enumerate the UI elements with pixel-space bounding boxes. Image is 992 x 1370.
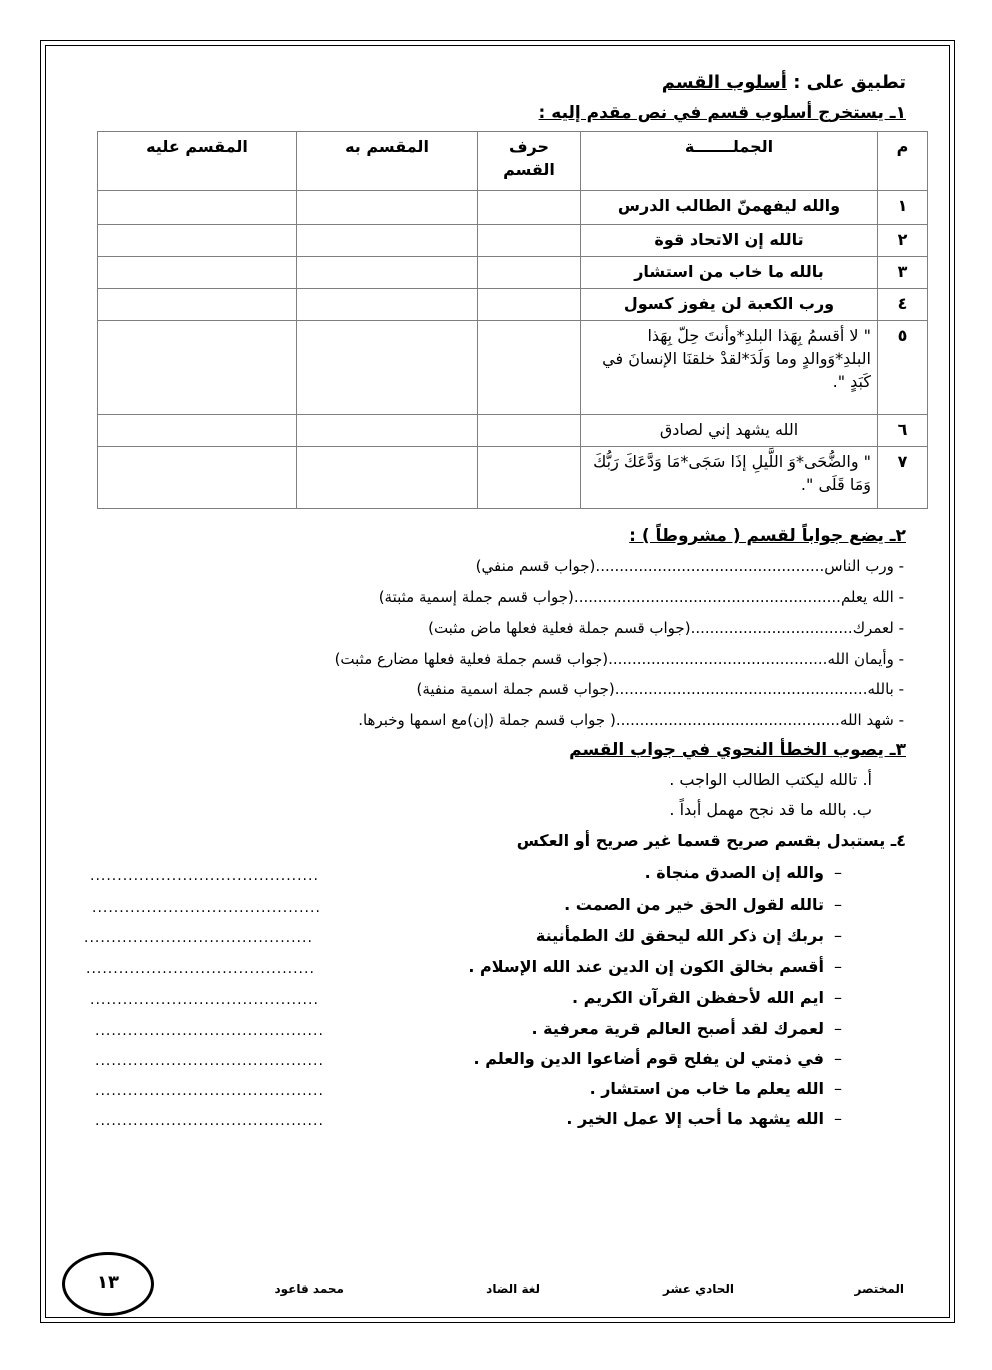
col-header-sworn-by: المقسم به	[297, 132, 478, 191]
list-item	[416, 680, 904, 698]
row-number: ١	[878, 191, 928, 225]
answer-cell[interactable]	[98, 447, 297, 509]
table-row	[98, 257, 928, 289]
table-row	[98, 289, 928, 321]
col-header-sentence: الجملـــــــة	[581, 132, 878, 191]
dash: –	[834, 1049, 842, 1068]
item-hint: (جواب قسم جملة فعلية فعلها مضارع مثبت)	[334, 650, 609, 668]
answer-dots[interactable]: ..........................................	[95, 1083, 324, 1099]
item-hint: (جواب قسم جملة فعلية فعلها ماض مثبت)	[428, 619, 691, 637]
list-item	[476, 557, 904, 575]
item-text: في ذمتي لن يفلح قوم أضاعوا الدين والعلم .	[473, 1049, 824, 1068]
item-lead: - لعمرك	[852, 619, 904, 637]
row-number: ٦	[878, 415, 928, 447]
answer-cell[interactable]	[98, 289, 297, 321]
row-sentence: " لا أقسمُ بِهَذا البلدِ*وأنتَ حِلّ بِهَذا البلدِ*وَوالدٍ وما وَلَدَ*لقدْ خلقنَا الإنسانَ في كَبَدٍ ".	[581, 321, 878, 415]
answer-dots[interactable]: ..........................................	[95, 1053, 324, 1069]
list-item	[474, 1049, 852, 1068]
item-hint: (جواب قسم جملة اسمية منفية)	[416, 680, 615, 698]
item-text: بالله ما قد نجح مهمل أبداً .	[669, 800, 847, 819]
item-text: الله يعلم ما خاب من استشار .	[589, 1079, 824, 1098]
item-text: والله إن الصدق منجاة .	[644, 863, 824, 882]
list-item	[564, 895, 852, 914]
item-letter: أ.	[862, 770, 872, 789]
answer-cell[interactable]	[297, 415, 478, 447]
row-number: ٣	[878, 257, 928, 289]
answer-cell[interactable]	[98, 225, 297, 257]
section2-heading: ٢ـ يضع جواباً لقسم ( مشروطاً ) :	[629, 526, 906, 546]
list-item	[532, 1019, 852, 1038]
item-text: ايم الله لأحفظن القرآن الكريم .	[571, 988, 824, 1007]
item-hint: (جواب قسم منفي)	[475, 557, 596, 575]
list-item	[468, 957, 852, 976]
answer-dots[interactable]: ..........................................	[84, 930, 313, 946]
col-header-sworn-on: المقسم عليه	[98, 132, 297, 191]
answer-cell[interactable]	[478, 289, 581, 321]
answer-dots[interactable]: ..........................................	[90, 868, 319, 884]
list-item	[379, 588, 904, 606]
answer-cell[interactable]	[98, 191, 297, 225]
row-sentence: بالله ما خاب من استشار	[581, 257, 878, 289]
item-hint: (جواب قسم جملة إسمية مثبتة)	[378, 588, 574, 606]
list-item	[669, 800, 872, 819]
answer-cell[interactable]	[297, 447, 478, 509]
list-item	[590, 1079, 852, 1098]
page-number: ١٣	[62, 1252, 154, 1316]
answer-dots[interactable]: ...............................................	[615, 711, 840, 729]
footer-subject: لغة الضاد	[486, 1282, 540, 1296]
item-lead: - شهد الله	[839, 711, 904, 729]
dash: –	[834, 1079, 842, 1098]
answer-cell[interactable]	[297, 289, 478, 321]
title-topic: أسلوب القسم	[661, 72, 787, 93]
item-text: تالله لقول الحق خير من الصمت .	[564, 895, 824, 914]
dash: –	[834, 863, 842, 882]
list-item	[428, 619, 904, 637]
footer-author: محمد قاعود	[274, 1282, 344, 1296]
list-item	[536, 926, 852, 945]
answer-dots[interactable]: ..............................................	[608, 650, 828, 668]
item-text: تالله ليكتب الطالب الواجب .	[669, 770, 858, 789]
row-sentence: ورب الكعبة لن يفوز كسول	[581, 289, 878, 321]
answer-cell[interactable]	[478, 257, 581, 289]
item-lead: - ورب الناس	[824, 557, 904, 575]
col-header-particle: حرف القسم	[478, 132, 581, 191]
answer-dots[interactable]: ..................................	[690, 619, 853, 637]
answer-dots[interactable]: ................................................	[595, 557, 825, 575]
answer-cell[interactable]	[478, 191, 581, 225]
dash: –	[834, 988, 842, 1007]
dash: –	[834, 957, 842, 976]
dash: –	[834, 926, 842, 945]
table-row	[98, 447, 928, 509]
item-text: بربك إن ذكر الله ليحقق لك الطمأنينة	[535, 926, 824, 945]
table-row	[98, 415, 928, 447]
section3-heading: ٣ـ يصوب الخطأ النحوي في جواب القسم	[569, 740, 906, 760]
footer-grade: الحادي عشر	[663, 1282, 734, 1296]
extraction-table	[97, 131, 928, 509]
answer-cell[interactable]	[98, 321, 297, 415]
answer-dots[interactable]: ..........................................	[95, 1023, 324, 1039]
item-lead: - وأيمان الله	[827, 650, 904, 668]
section1-heading: ١ـ يستخرج أسلوب قسم في نص مقدم إليه :	[538, 103, 906, 123]
table-row	[98, 225, 928, 257]
answer-dots[interactable]: ..........................................	[95, 1113, 324, 1129]
list-item	[566, 1109, 852, 1128]
answer-dots[interactable]: ..........................................	[90, 992, 319, 1008]
row-number: ٤	[878, 289, 928, 321]
answer-cell[interactable]	[297, 257, 478, 289]
answer-cell[interactable]	[478, 321, 581, 415]
answer-cell[interactable]	[478, 447, 581, 509]
item-text: لعمرك لقد أصبح العالم قرية معرفية .	[531, 1019, 824, 1038]
section4-heading: ٤ـ يستبدل بقسم صريح قسما غير صريح أو العكس	[516, 831, 906, 850]
list-item	[645, 863, 852, 882]
item-lead: - الله يعلم	[840, 588, 904, 606]
answer-cell[interactable]	[297, 321, 478, 415]
col-header-num: م	[878, 132, 928, 191]
row-sentence: تالله إن الاتحاد قوة	[581, 225, 878, 257]
row-sentence: والله ليفهمنّ الطالب الدرس	[581, 191, 878, 225]
row-number: ٢	[878, 225, 928, 257]
title-prefix: تطبيق على :	[793, 72, 906, 93]
row-number: ٥	[878, 321, 928, 415]
answer-cell[interactable]	[297, 191, 478, 225]
item-text: أقسم بخالق الكون إن الدين عند الله الإسلام .	[468, 957, 824, 976]
row-sentence: " والضُّحَى*وَ اللَّيلِ إذَا سَجَى*مَا وَدَّعَكَ رَبُّكَ وَمَا قَلَى ".	[581, 447, 878, 509]
page-title	[662, 72, 906, 93]
dash: –	[834, 1019, 842, 1038]
dash: –	[834, 895, 842, 914]
answer-cell[interactable]	[478, 225, 581, 257]
item-letter: ب.	[851, 800, 872, 819]
footer-book: المختصر	[854, 1282, 904, 1296]
item-lead: - بالله	[867, 680, 904, 698]
list-item	[335, 650, 904, 668]
row-number: ٧	[878, 447, 928, 509]
answer-cell[interactable]	[98, 415, 297, 447]
dash: –	[834, 1109, 842, 1128]
item-hint: ( جواب قسم جملة (إن)مع اسمها وخبرها.	[358, 711, 616, 729]
answer-dots[interactable]: ........................................................	[573, 588, 841, 606]
table-row	[98, 321, 928, 415]
list-item	[572, 988, 852, 1007]
answer-cell[interactable]	[98, 257, 297, 289]
list-item	[358, 711, 904, 729]
answer-cell[interactable]	[478, 415, 581, 447]
list-item	[669, 770, 872, 789]
table-row	[98, 191, 928, 225]
answer-dots[interactable]: ..........................................	[86, 961, 315, 977]
answer-dots[interactable]: ..........................................	[92, 900, 321, 916]
answer-dots[interactable]: .....................................................	[614, 680, 868, 698]
table-header-row	[98, 132, 928, 191]
item-text: الله يشهد ما أحب إلا عمل الخير .	[566, 1109, 824, 1128]
row-sentence: الله يشهد إني لصادق	[581, 415, 878, 447]
answer-cell[interactable]	[297, 225, 478, 257]
